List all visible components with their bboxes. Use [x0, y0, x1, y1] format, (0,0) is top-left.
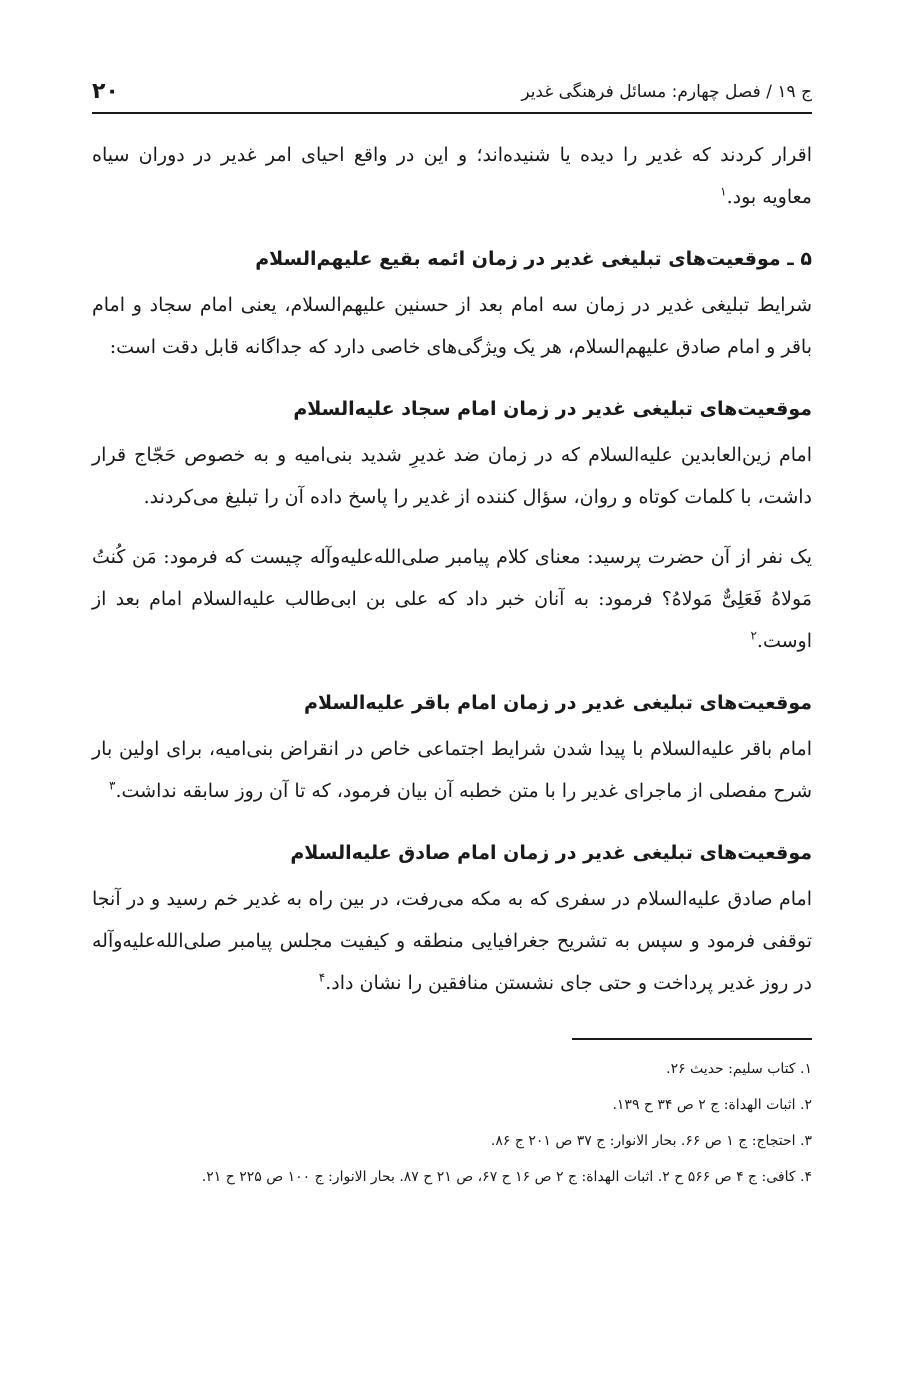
page-body: [92, 134, 812, 1004]
paragraph-continuation: [92, 134, 812, 218]
subsection-heading-sadiq: موقعیت‌های تبلیغی غدیر در زمان امام صادق علیه‌السلام: [290, 842, 812, 864]
paragraph-sajjad: امام زین‌العابدین علیه‌السلام که در زمان ضد غدیرِ شدید بنی‌امیه و به خصوص حَجّاج قرار داشت، با کلمات کوتاه و روان، سؤال کننده از غدیر را پاسخ داده آن را تبلیغ می‌کردند.: [92, 444, 812, 508]
footnote-divider: [572, 1038, 812, 1040]
paragraph-text: یک نفر از آن حضرت پرسید: معنای کلام پیامبر صلی‌الله‌علیه‌وآله چیست که فرمود: مَن کُنتُ مَولاهُ فَعَلِیٌّ مَولاهُ؟ فرمود: به آنان خبر داد که علی بن ابی‌طالب علیه‌السلام امام بعد از اوست.: [92, 546, 812, 652]
footnote-1: ۱. کتاب سلیم: حدیث ۲۶.: [666, 1061, 812, 1077]
subsection-heading-baqir: موقعیت‌های تبلیغی غدیر در زمان امام باقر علیه‌السلام: [304, 692, 812, 714]
subsection-heading-sajjad: موقعیت‌های تبلیغی غدیر در زمان امام سجاد علیه‌السلام: [293, 398, 812, 420]
section-heading: ۵ ـ موقعیت‌های تبلیغی غدیر در زمان ائمه بقیع علیهم‌السلام: [255, 248, 812, 270]
footnote-ref: ۴: [318, 970, 326, 985]
footnote-ref: ۲: [750, 628, 757, 643]
paragraph-text: امام باقر علیه‌السلام با پیدا شدن شرایط اجتماعی خاص در انقراض بنی‌امیه، برای اولین بار شرح مفصلی از ماجرای غدیر را با متن خطبه آن بیان فرمود، که تا آن روز سابقه نداشت.: [92, 738, 812, 802]
footnote-4: ۴. کافی: ج ۴ ص ۵۶۶ ح ۲. اثبات الهداة: ج ۲ ص ۱۶ ح ۶۷، ص ۲۱ ح ۸۷. بحار الانوار: ج ۱۰۰ ص ۲۲۵ ح ۲۱.: [201, 1169, 812, 1185]
paragraph-text: اقرار کردند که غدیر را دیده یا شنیده‌اند؛ و این در واقع احیای امر غدیر در دوران سیاه معاویه بود.: [92, 144, 812, 208]
footnotes: [92, 1054, 812, 1192]
page-header: [92, 64, 812, 114]
footnote-2: ۲. اثبات الهداة: ج ۲ ص ۳۴ ح ۱۳۹.: [612, 1097, 812, 1113]
paragraph-text: امام صادق علیه‌السلام در سفری که به مکه می‌رفت، در بین راه به غدیر خم رسید و در آنجا توقفی فرمود و سپس به تشریح جغرافیایی منطقه و کیفیت مجلس پیامبر صلی‌الله‌علیه‌وآله در روز غدیر پرداخت و حتی جای نشستن منافقین را نشان داد.: [92, 888, 812, 994]
footnote-3: ۳. احتجاج: ج ۱ ص ۶۶. بحار الانوار: ج ۳۷ ص ۲۰۱ ج ۸۶.: [490, 1133, 812, 1149]
footnote-ref: ۱: [720, 184, 727, 199]
page-number: ۲۰: [92, 79, 119, 104]
paragraph-sajjad-hadith: [92, 536, 812, 662]
paragraph-baqir: [92, 728, 812, 812]
paragraph-intro: شرایط تبلیغی غدیر در زمان سه امام بعد از حسنین علیهم‌السلام، یعنی امام سجاد و امام باقر و امام صادق علیهم‌السلام، هر یک ویژگی‌های خاصی دارد که جداگانه قابل دقت است:: [92, 294, 812, 358]
footnote-ref: ۳: [109, 778, 116, 793]
book-page: [92, 64, 812, 1198]
paragraph-sadiq: [92, 878, 812, 1004]
running-head: ج ۱۹ / فصل چهارم: مسائل فرهنگی غدیر: [521, 82, 812, 102]
